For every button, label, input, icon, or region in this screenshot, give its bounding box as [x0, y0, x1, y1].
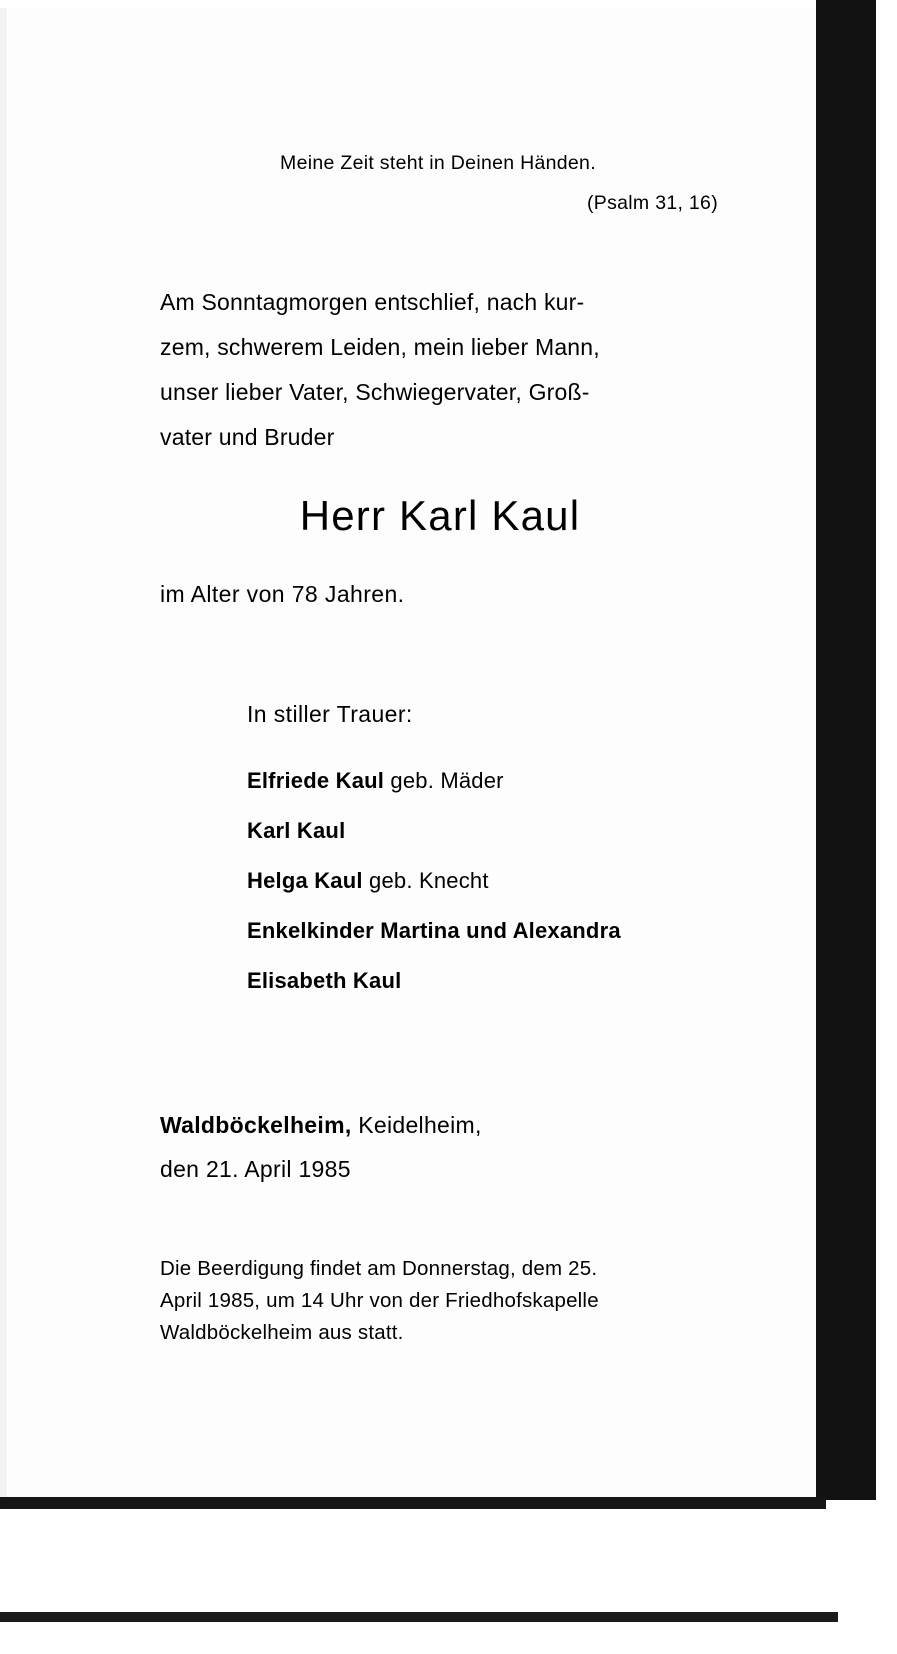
funeral-line-1: Die Beerdigung findet am Donnerstag, dem 25.	[160, 1257, 598, 1280]
place-primary: Waldböckelheim,	[160, 1112, 352, 1138]
mourner-name: Elfriede Kaul	[247, 768, 385, 793]
card-content	[8, 8, 824, 1508]
mourner-suffix: geb. Mäder	[384, 768, 504, 793]
motto-reference: (Psalm 31, 16)	[587, 192, 718, 214]
obituary-card	[8, 8, 816, 1498]
mourner-suffix: geb. Knecht	[362, 868, 489, 893]
scan-bottom-strip	[0, 1612, 838, 1622]
motto-text: Meine Zeit steht in Deinen Händen.	[280, 152, 596, 174]
funeral-line-2: April 1985, um 14 Uhr von der Friedhofskapelle	[160, 1289, 599, 1312]
mourners-list	[247, 756, 767, 1006]
intro-line-3: unser lieber Vater, Schwiegervater, Groß-	[160, 379, 590, 405]
intro-paragraph	[160, 280, 710, 460]
place-and-date	[160, 1103, 482, 1191]
scan-right-white-margin	[876, 0, 897, 1500]
deceased-name: Herr Karl Kaul	[299, 492, 581, 539]
scan-left-edge	[0, 8, 7, 1500]
place-secondary: Keidelheim,	[351, 1112, 482, 1138]
card-date: den 21. April 1985	[160, 1156, 351, 1182]
funeral-details	[160, 1253, 706, 1349]
funeral-line-3: Waldböckelheim aus statt.	[160, 1321, 404, 1344]
intro-line-1: Am Sonntagmorgen entschlief, nach kur-	[160, 289, 585, 315]
mourner-name: Enkelkinder Martina und Alexandra	[247, 918, 621, 943]
scan-bottom-dark-band	[0, 1497, 826, 1509]
intro-line-4: vater und Bruder	[160, 424, 335, 450]
list-item	[247, 906, 767, 956]
mourner-name: Elisabeth Kaul	[247, 968, 402, 993]
mourner-name: Helga Kaul	[247, 868, 363, 893]
list-item	[247, 956, 767, 1006]
list-item	[247, 856, 767, 906]
intro-line-2: zem, schwerem Leiden, mein lieber Mann,	[160, 334, 600, 360]
list-item	[247, 756, 767, 806]
deceased-age: im Alter von 78 Jahren.	[160, 581, 405, 607]
scan-right-dark-band	[816, 0, 876, 1500]
list-item	[247, 806, 767, 856]
place-line	[160, 1103, 482, 1147]
mourner-name: Karl Kaul	[247, 818, 346, 843]
mourning-heading: In stiller Trauer:	[247, 701, 413, 727]
